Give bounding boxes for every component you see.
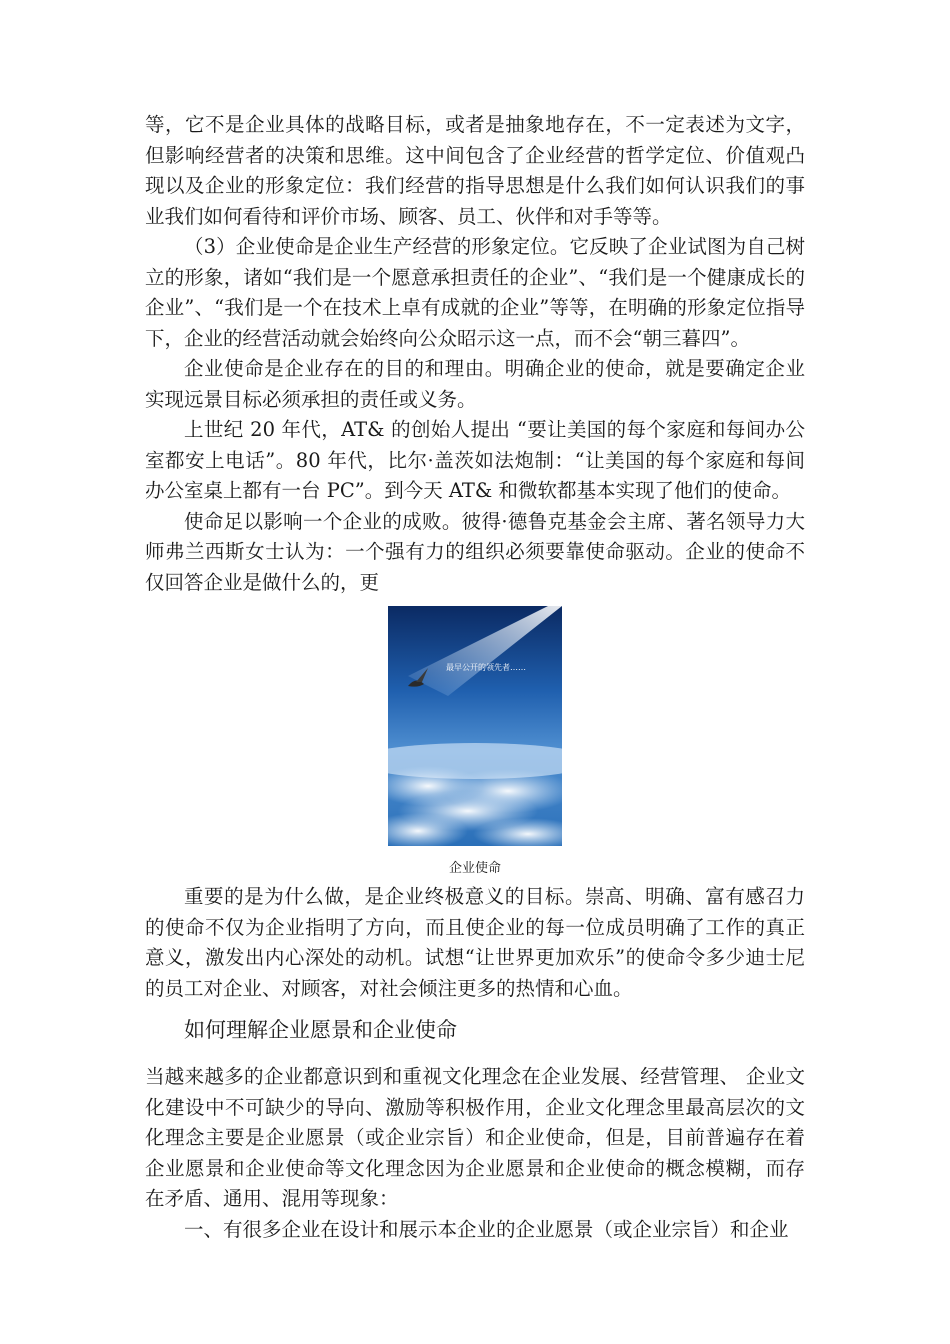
paragraph-att-example: 上世纪 20 年代，AT& 的创始人提出 “要让美国的每个家庭和每间办公室都安上电话”。80 年代，比尔·盖茨如法炮制：“让美国的每个家庭和每间办公室桌上都有一台 PC”。到今天 AT& 和微软都基本实现了他们的使命。 <box>145 418 805 502</box>
image-slogan: 最早公开的领先者…… <box>446 663 526 672</box>
section-heading: 如何理解企业愿景和企业使命 <box>184 1018 457 1042</box>
paragraph-mission-image: （3）企业使命是企业生产经营的形象定位。它反映了企业试图为自己树立的形象，诸如“我们是一个愿意承担责任的企业”、“我们是一个健康成长的企业”、“我们是一个在技术上卓有成就的企业”等等，在明确的形象定位指导下，企业的经营活动就会始终向公众昭示这一点，而不会“朝三暮四”。 <box>145 235 805 350</box>
paragraph-mission-definition: 企业使命是企业存在的目的和理由。明确企业的使命，就是要确定企业实现远景目标必须承担的责任或义务。 <box>145 357 805 411</box>
mission-sky-image <box>388 606 562 846</box>
paragraph-mission-importance: 使命足以影响一个企业的成败。彼得·德鲁克基金会主席、著名领导力大师弗兰西斯女士认为：一个强有力的组织必须要靠使命驱动。企业的使命不仅回答企业是做什么的，更 <box>145 509 805 594</box>
paragraph-section-intro: 当越来越多的企业都意识到和重视文化理念在企业发展、经营管理、 企业文化建设中不可缺少的导向、激励等积极作用，企业文化理念里最高层次的文化理念主要是企业愿景（或企业宗旨）和企业使命，但是，目前普遍存在着企业愿景和企业使命等文化理念因为企业愿景和企业使命的概念模糊，而存在矛盾、通用、混用等现象： <box>145 1065 805 1210</box>
paragraph-continuation: 等，它不是企业具体的战略目标，或者是抽象地存在，不一定表述为文字，但影响经营者的决策和思维。这中间包含了企业经营的哲学定位、价值观凸现以及企业的形象定位：我们经营的指导思想是什么我们如何认识我们的事业我们如何看待和评价市场、顾客、员工、伙伴和对手等等。 <box>145 113 805 228</box>
document-page <box>145 110 805 1245</box>
paragraph-point-one: 一、有很多企业在设计和展示本企业的企业愿景（或企业宗旨）和企业 <box>184 1217 789 1241</box>
figure-caption: 企业使命 <box>448 861 501 876</box>
figure <box>145 606 805 878</box>
paragraph-why: 重要的是为什么做，是企业终极意义的目标。崇高、明确、富有感召力的使命不仅为企业指明了方向，而且使企业的每一位成员明确了工作的真正意义，激发出内心深处的动机。试想“让世界更加欢乐”的使命令多少迪士尼的员工对企业、对顾客，对社会倾注更多的热情和心血。 <box>145 885 805 1000</box>
